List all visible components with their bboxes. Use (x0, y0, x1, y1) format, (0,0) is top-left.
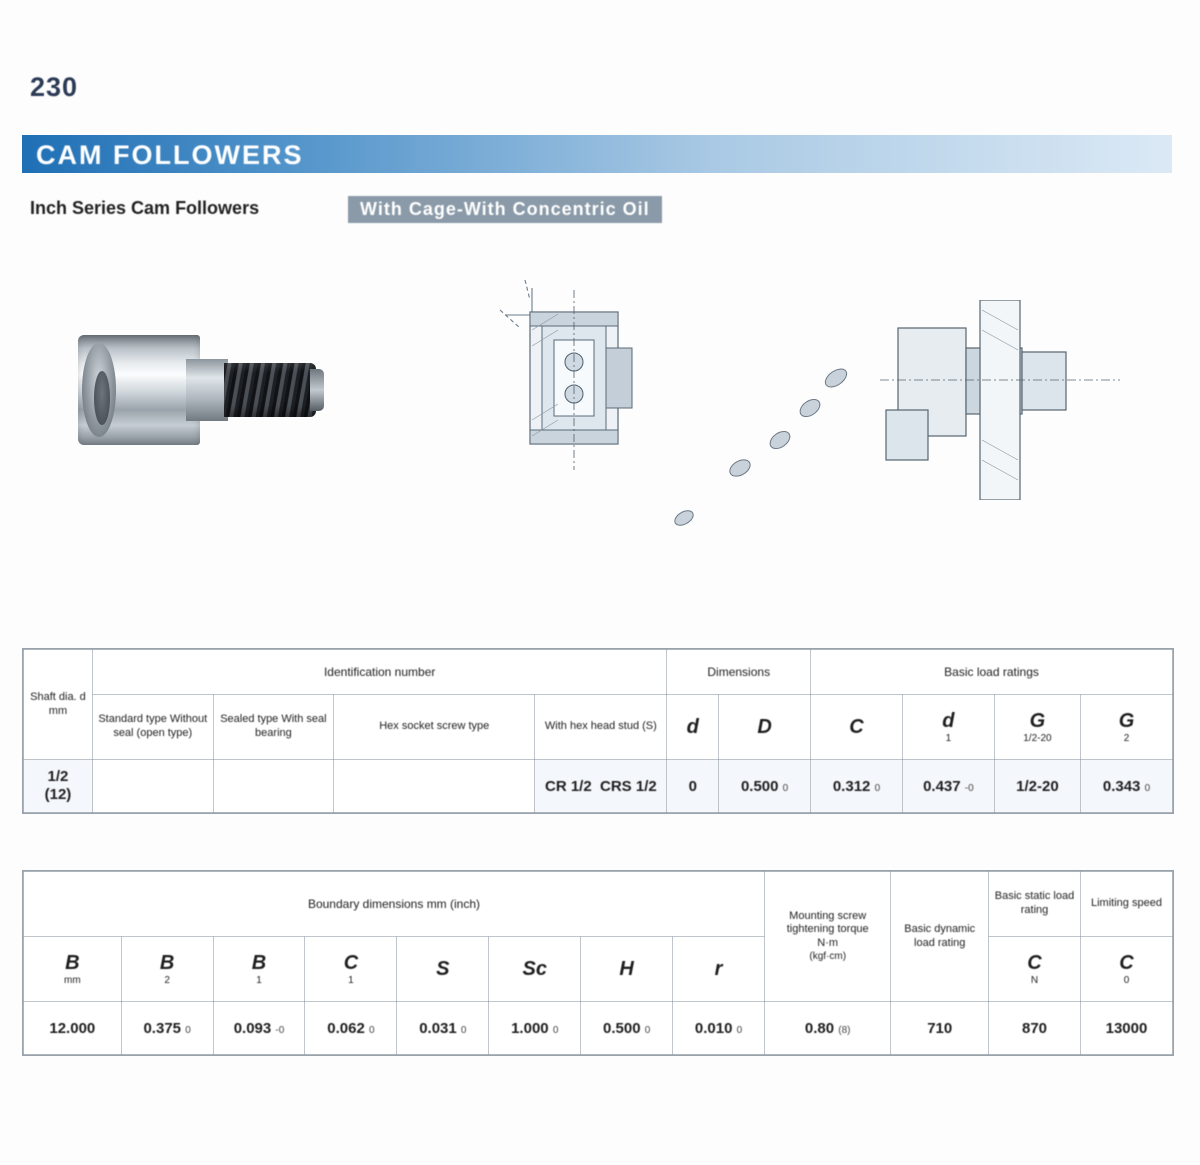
cell-B1: 0.093 -0 (213, 1002, 305, 1055)
col-symbol-d1: d 1 (902, 695, 994, 760)
cell-d: 0 (667, 760, 719, 813)
col-symbol-G2: G 2 (1081, 695, 1173, 760)
col-symbol-d: d (667, 695, 719, 760)
cell-torque: 0.80 (8) (765, 1002, 891, 1055)
cell-H: 0.500 0 (581, 1002, 673, 1055)
cam-follower-photo (78, 335, 323, 445)
bearing-section (530, 290, 632, 470)
table-row (24, 695, 1173, 760)
cell-S: 0.031 0 (397, 1002, 489, 1055)
exploded-parts-view (640, 290, 900, 620)
group-identification-number: Identification number (92, 650, 666, 695)
cell-limiting-speed: 13000 (1080, 1002, 1172, 1055)
col-sealed-type: Sealed type With seal bearing (213, 695, 334, 760)
cell-d1: 0.437 -0 (902, 760, 994, 813)
col-basic-dynamic-load: Basic dynamic load rating (891, 872, 989, 1002)
cell-d2: 1/2-20 (994, 760, 1080, 813)
cell-Sc: 1.000 0 (489, 1002, 581, 1055)
col-symbol-S: S (397, 937, 489, 1002)
cell-shaft-dia: 1/2 (12) (24, 760, 93, 813)
page-subtitle: Inch Series Cam Followers (30, 198, 260, 218)
figure-area (0, 250, 1200, 650)
col-symbol-C-dynamic: C N (989, 937, 1081, 1002)
table-row (24, 937, 1173, 1002)
table-two (23, 871, 1173, 1055)
col-hex-head-type: With hex head stud (S) (535, 695, 667, 760)
col-hex-socket-type: Hex socket screw type (334, 695, 535, 760)
mounting-installation-view (880, 300, 1120, 500)
col-symbol-B2: B 2 (121, 937, 213, 1002)
col-symbol-r: r (673, 937, 765, 1002)
cell-B: 12.000 (24, 1002, 122, 1055)
col-basic-static-load: Basic static load rating (989, 872, 1081, 937)
group-boundary-dimensions: Boundary dimensions mm (inch) (24, 872, 765, 937)
cell-r: 0.010 0 (673, 1002, 765, 1055)
threaded-stud (224, 363, 316, 417)
table-row (24, 1002, 1173, 1055)
col-tightening-torque: Mounting screw tightening torque N·m (kgf·cm) (765, 872, 891, 1002)
roller-bore (94, 371, 110, 425)
subtitle-badge: With Cage-With Concentric Oil (348, 196, 662, 223)
roller-end-face (82, 343, 116, 437)
table-row (24, 760, 1173, 813)
stud-end (310, 369, 324, 411)
group-basic-load-ratings: Basic load ratings (811, 650, 1173, 695)
col-symbol-C1: C 1 (305, 937, 397, 1002)
page-title: CAM FOLLOWERS (36, 140, 304, 170)
cell-hex-head-type: CR 1/2 CRS 1/2 (535, 760, 667, 813)
col-standard-type: Standard type Without seal (open type) (92, 695, 213, 760)
col-limiting-speed: Limiting speed (1080, 872, 1172, 937)
col-symbol-H: H (581, 937, 673, 1002)
col-symbol-C: C (811, 695, 903, 760)
col-shaft-dia: Shaft dia. d mm (24, 650, 93, 760)
specification-table-upper (22, 648, 1174, 814)
hex-shoulder (186, 359, 228, 421)
specification-table-lower (22, 870, 1174, 1056)
cell-B2: 0.375 0 (121, 1002, 213, 1055)
cell-static-load: 870 (989, 1002, 1081, 1055)
col-symbol-C0-static: C 0 (1080, 937, 1172, 1002)
cell-standard-type (92, 760, 213, 813)
col-symbol-Sc: Sc (489, 937, 581, 1002)
page-number: 230 (30, 72, 79, 102)
table-row (24, 650, 1173, 695)
col-symbol-G: G 1/2-20 (994, 695, 1080, 760)
col-symbol-D: D (719, 695, 811, 760)
roller-outer-ring (78, 335, 200, 445)
cell-C1: 0.062 0 (305, 1002, 397, 1055)
cell-hex-socket-type (334, 760, 535, 813)
group-dimensions: Dimensions (667, 650, 811, 695)
cell-sealed-type (213, 760, 334, 813)
table-one (23, 649, 1173, 813)
cell-dynamic-load: 710 (891, 1002, 989, 1055)
cell-G: 0.343 0 (1081, 760, 1173, 813)
table-row (24, 872, 1173, 937)
cell-D: 0.500 0 (719, 760, 811, 813)
col-symbol-B: B mm (24, 937, 122, 1002)
cell-C: 0.312 0 (811, 760, 903, 813)
col-symbol-B1: B 1 (213, 937, 305, 1002)
